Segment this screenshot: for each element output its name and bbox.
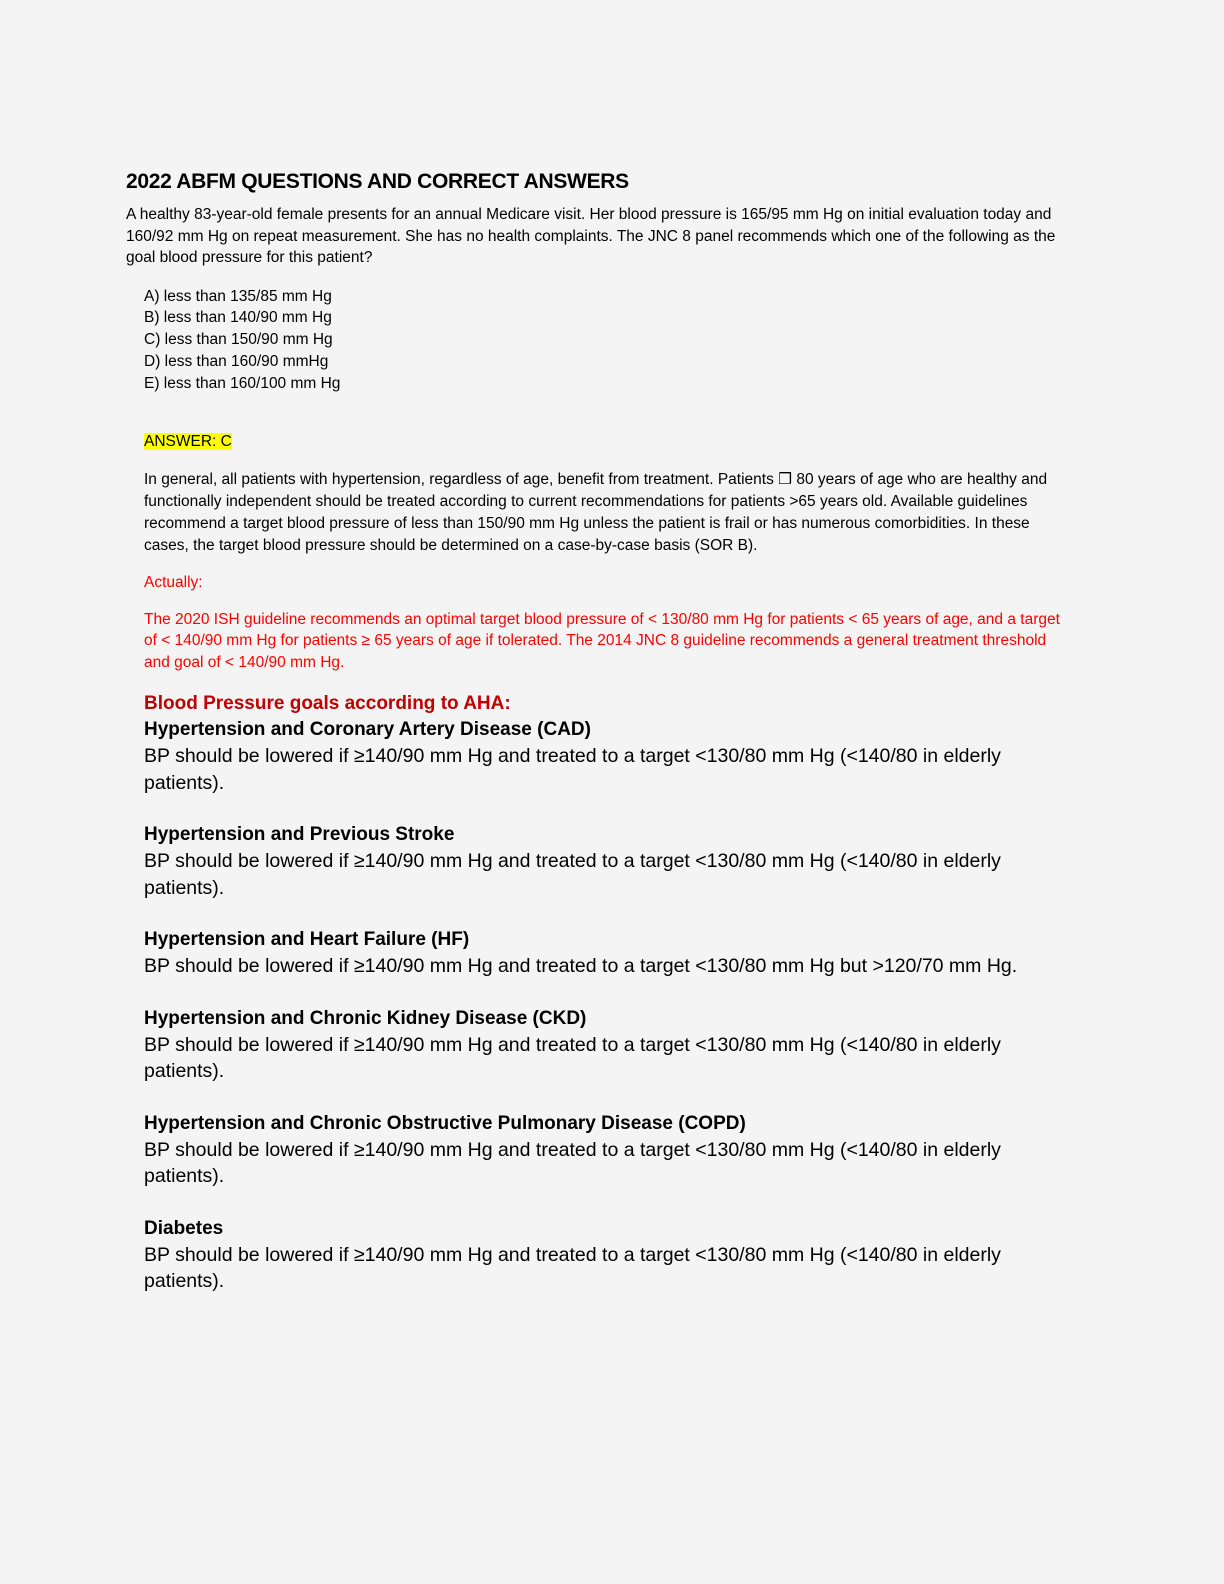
guideline-note: The 2020 ISH guideline recommends an optimal target blood pressure of < 130/80 mm Hg for patients < 65 years of age, and a target of < 140/90 mm Hg for patients ≥ 65 years of age if tolerated. The 2014 JNC 8 guideline recommends a general treatment threshold and goal of < 140/90 mm Hg. bbox=[144, 610, 1060, 672]
goal-text: BP should be lowered if ≥140/90 mm Hg and treated to a target <130/80 mm Hg (<140/80 in elderly patients). bbox=[144, 850, 1001, 899]
aha-goals-section bbox=[126, 691, 1076, 1295]
explanation-text: In general, all patients with hypertension, regardless of age, benefit from treatment. Patients ❒ 80 years of age who are healthy and functionally independent should be treated according to current recommendations for patients >65 years old. Available guidelines recommend a target blood pressure of less than 150/90 mm Hg unless the patient is frail or has numerous comorbidities. In these cases, the target blood pressure should be determined on a case-by-case basis (SOR B). bbox=[144, 471, 1048, 554]
page-title: 2022 ABFM QUESTIONS AND CORRECT ANSWERS bbox=[126, 170, 629, 193]
actually-label: Actually: bbox=[144, 573, 203, 591]
goal-text: BP should be lowered if ≥140/90 mm Hg and treated to a target <130/80 mm Hg (<140/80 in elderly patients). bbox=[144, 1033, 1001, 1083]
goal-heading: Hypertension and Chronic Kidney Disease (CKD) bbox=[144, 1007, 587, 1029]
goal-text: BP should be lowered if ≥140/90 mm Hg and treated to a target <130/80 mm Hg but >120/70 mm Hg. bbox=[144, 955, 1018, 978]
goal-heading: Hypertension and Heart Failure (HF) bbox=[144, 929, 470, 951]
goal-heart-failure bbox=[144, 927, 1076, 980]
option-b: B) less than 140/90 mm Hg bbox=[144, 309, 332, 327]
goal-ckd bbox=[144, 1006, 1076, 1085]
goal-text: BP should be lowered if ≥140/90 mm Hg and treated to a target <130/80 mm Hg (<140/80 in elderly patients). bbox=[144, 745, 1001, 794]
goal-heading: Hypertension and Previous Stroke bbox=[144, 824, 455, 846]
option-e: E) less than 160/100 mm Hg bbox=[144, 374, 341, 392]
answer-highlight: ANSWER: C bbox=[144, 433, 232, 451]
option-a: A) less than 135/85 mm Hg bbox=[144, 287, 332, 305]
answer-options bbox=[126, 286, 1076, 395]
aha-heading: Blood Pressure goals according to AHA: bbox=[144, 693, 511, 715]
goal-cad bbox=[144, 717, 1076, 796]
goal-heading: Hypertension and Chronic Obstructive Pulmonary Disease (COPD) bbox=[144, 1112, 746, 1134]
goal-heading: Diabetes bbox=[144, 1217, 224, 1239]
goal-text: BP should be lowered if ≥140/90 mm Hg and treated to a target <130/80 mm Hg (<140/80 in elderly patients). bbox=[144, 1243, 1001, 1293]
goal-diabetes bbox=[144, 1216, 1076, 1295]
option-c: C) less than 150/90 mm Hg bbox=[144, 331, 333, 349]
document-page bbox=[126, 170, 1076, 1321]
goal-text: BP should be lowered if ≥140/90 mm Hg and treated to a target <130/80 mm Hg (<140/80 in elderly patients). bbox=[144, 1138, 1001, 1188]
goal-stroke bbox=[144, 822, 1076, 901]
goal-heading: Hypertension and Coronary Artery Disease (CAD) bbox=[144, 719, 591, 741]
option-d: D) less than 160/90 mmHg bbox=[144, 352, 329, 370]
answer-line bbox=[126, 431, 1076, 452]
question-text: A healthy 83-year-old female presents for an annual Medicare visit. Her blood pressure is 165/95 mm Hg on initial evaluation today and 160/92 mm Hg on repeat measurement. She has no health complaints. The JNC 8 panel recommends which one of the following as the goal blood pressure for this patient? bbox=[126, 206, 1056, 266]
goal-copd bbox=[144, 1111, 1076, 1190]
